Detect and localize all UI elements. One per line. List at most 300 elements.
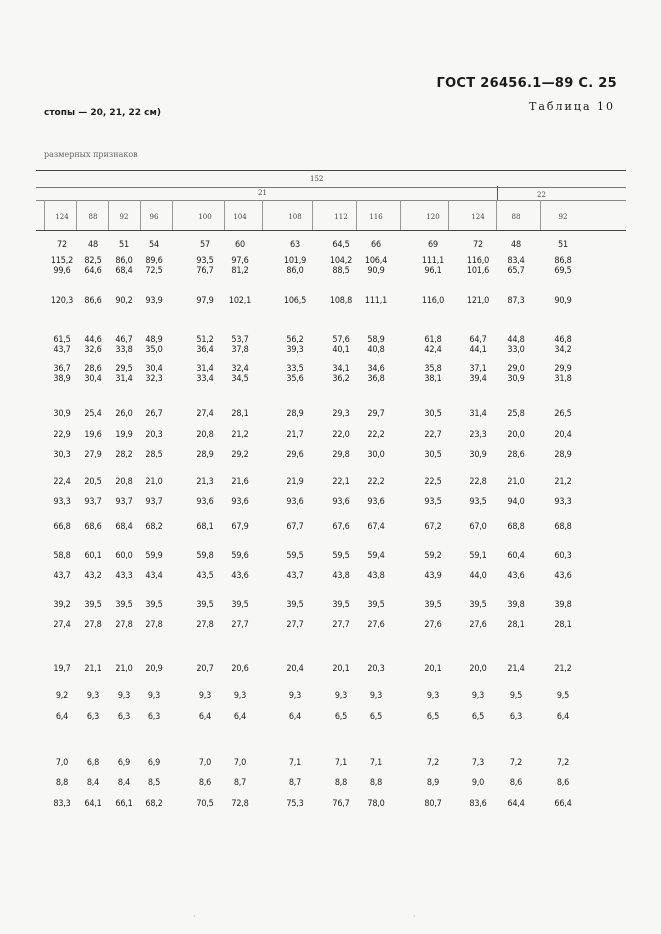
table-cell: 86,6 [84,296,102,306]
column-header: 100 [198,213,212,221]
table-cell: 29,5 [115,364,133,374]
table-cell: 61,8 [424,335,442,345]
table-cell: 28,9 [196,450,214,460]
table-cell: 22,5 [424,477,442,487]
table-cell: 48 [88,240,98,250]
table-cell: 30,5 [424,409,442,419]
table-cell: 21,2 [554,664,572,674]
table-cell: 60,1 [84,551,102,561]
table-cell: 7,0 [55,758,69,768]
table-cell: 72 [473,240,483,250]
table-cell: 46,7 [115,335,133,345]
table-cell: 59,9 [145,551,163,561]
table-cell: 64,6 [84,266,102,276]
table-cell: 28,5 [145,450,163,460]
table-cell: 20,7 [196,664,214,674]
table-cell: 43,8 [367,571,385,581]
column-header: 116 [369,213,383,221]
table-cell: 9,3 [426,691,440,701]
table-cell: 82,5 [84,256,102,266]
table-cell: 43,5 [196,571,214,581]
table-cell: 39,5 [469,600,487,610]
table-cell: 68,8 [507,522,525,532]
table-cell: 68,6 [84,522,102,532]
table-cell: 23,3 [469,430,487,440]
table-cell: 6,5 [334,712,348,722]
table-cell: 27,8 [84,620,102,630]
table-cell: 39,5 [332,600,350,610]
table-cell: 69 [428,240,438,250]
table-cell: 93,6 [332,497,350,507]
table-cell: 7,2 [556,758,570,768]
table-cell: 19,6 [84,430,102,440]
table-cell: 43,6 [554,571,572,581]
table-cell: 29,6 [286,450,304,460]
table-cell: 72 [57,240,67,250]
table-cell: 30,9 [53,409,71,419]
table-cell: 30,0 [367,450,385,460]
table-cell: 6,4 [55,712,69,722]
table-cell: 27,9 [84,450,102,460]
column-header: 112 [334,213,348,221]
table-cell: 27,7 [332,620,350,630]
table-cell: 27,6 [424,620,442,630]
table-cell: 121,0 [466,296,490,306]
table-cell: 83,3 [53,799,71,809]
table-cell: 34,1 [332,364,350,374]
table-cell: 6,5 [471,712,485,722]
table-cell: 66 [371,240,381,250]
table-cell: 8,8 [334,778,348,788]
table-cell: 88,5 [332,266,350,276]
table-cell: 90,9 [554,296,572,306]
column-header: 96 [149,213,159,221]
table-cell: 115,2 [50,256,74,266]
table-cell: 68,4 [115,522,133,532]
table-cell: 33,5 [286,364,304,374]
column-divider [540,200,541,230]
table-cell: 31,4 [196,364,214,374]
table-cell: 20,0 [507,430,525,440]
table-cell: 32,4 [231,364,249,374]
table-cell: 37,1 [469,364,487,374]
table-cell: 111,1 [364,296,388,306]
table-cell: 39,4 [469,374,487,384]
group-label-22: 22 [537,191,546,199]
table-cell: 37,8 [231,345,249,355]
table-cell: 93,5 [196,256,214,266]
table-cell: 76,7 [332,799,350,809]
table-cell: 6,9 [147,758,161,768]
table-cell: 7,1 [288,758,302,768]
table-cell: 40,8 [367,345,385,355]
table-cell: 19,7 [53,664,71,674]
table-cell: 8,5 [147,778,161,788]
table-cell: 89,6 [145,256,163,266]
rule-group [36,187,626,188]
table-cell: 6,4 [288,712,302,722]
table-cell: 8,6 [509,778,523,788]
table-cell: 58,9 [367,335,385,345]
table-cell: 81,2 [231,266,249,276]
table-cell: 21,1 [84,664,102,674]
table-cell: 9,3 [147,691,161,701]
table-cell: 26,0 [115,409,133,419]
table-cell: 44,1 [469,345,487,355]
table-cell: 21,4 [507,664,525,674]
table-cell: 64,5 [332,240,350,250]
table-cell: 42,4 [424,345,442,355]
table-cell: 116,0 [466,256,490,266]
table-cell: 116,0 [421,296,445,306]
column-header: 92 [558,213,568,221]
table-cell: 8,8 [369,778,383,788]
table-cell: 106,4 [364,256,388,266]
table-cell: 31,4 [115,374,133,384]
table-cell: 31,4 [469,409,487,419]
table-cell: 9,3 [117,691,131,701]
table-cell: 27,8 [145,620,163,630]
table-cell: 36,7 [53,364,71,374]
table-cell: 69,5 [554,266,572,276]
column-header: 88 [511,213,521,221]
table-cell: 57 [200,240,210,250]
table-cell: 27,6 [469,620,487,630]
table-cell: 93,6 [367,497,385,507]
table-cell: 39,3 [286,345,304,355]
table-cell: 35,0 [145,345,163,355]
table-cell: 48 [511,240,521,250]
table-cell: 20,4 [554,430,572,440]
column-header: 108 [288,213,302,221]
table-cell: 59,6 [231,551,249,561]
table-cell: 60,0 [115,551,133,561]
table-cell: 9,3 [369,691,383,701]
table-cell: 28,1 [507,620,525,630]
table-cell: 22,1 [332,477,350,487]
table-cell: 27,6 [367,620,385,630]
page-header: ГОСТ 26456.1—89 С. 25 [436,76,617,91]
table-cell: 22,7 [424,430,442,440]
table-cell: 93,6 [196,497,214,507]
table-cell: 30,4 [84,374,102,384]
table-cell: 59,1 [469,551,487,561]
table-cell: 44,6 [84,335,102,345]
table-cell: 46,8 [554,335,572,345]
table-cell: 32,6 [84,345,102,355]
table-cell: 93,3 [53,497,71,507]
table-cell: 6,8 [86,758,100,768]
table-cell: 30,9 [469,450,487,460]
column-header: 88 [88,213,98,221]
group-label-21: 21 [258,189,267,197]
table-cell: 111,1 [421,256,445,266]
table-cell: 43,8 [332,571,350,581]
table-cell: 58,8 [53,551,71,561]
table-cell: 97,9 [196,296,214,306]
table-cell: 93,7 [145,497,163,507]
table-cell: 39,2 [53,600,71,610]
table-cell: 19,9 [115,430,133,440]
table-cell: 60,3 [554,551,572,561]
table-cell: 83,4 [507,256,525,266]
table-cell: 90,9 [367,266,385,276]
table-cell: 93,7 [115,497,133,507]
table-cell: 7,1 [334,758,348,768]
table-cell: 75,3 [286,799,304,809]
table-cell: 67,0 [469,522,487,532]
table-cell: 53,7 [231,335,249,345]
table-cell: 38,9 [53,374,71,384]
table-cell: 104,2 [329,256,353,266]
table-cell: 72,8 [231,799,249,809]
table-cell: 64,7 [469,335,487,345]
table-cell: 28,9 [554,450,572,460]
table-cell: 20,3 [367,664,385,674]
table-cell: 64,4 [507,799,525,809]
table-cell: 68,1 [196,522,214,532]
table-cell: 68,2 [145,522,163,532]
table-cell: 21,3 [196,477,214,487]
column-header: 104 [233,213,247,221]
table-cell: 43,4 [145,571,163,581]
table-cell: 22,8 [469,477,487,487]
table-cell: 43,3 [115,571,133,581]
table-cell: 7,1 [369,758,383,768]
table-cell: 7,0 [198,758,212,768]
table-cell: 7,2 [509,758,523,768]
table-cell: 6,3 [147,712,161,722]
table-cell: 26,5 [554,409,572,419]
table-cell: 6,3 [86,712,100,722]
table-cell: 20,4 [286,664,304,674]
table-cell: 38,1 [424,374,442,384]
table-cell: 6,3 [117,712,131,722]
table-cell: 51 [558,240,568,250]
table-cell: 6,4 [198,712,212,722]
column-header: 120 [426,213,440,221]
table-cell: 8,6 [198,778,212,788]
table-cell: 9,5 [509,691,523,701]
table-cell: 30,4 [145,364,163,374]
table-cell: 59,8 [196,551,214,561]
table-cell: 36,8 [367,374,385,384]
table-cell: 8,6 [556,778,570,788]
table-cell: 36,4 [196,345,214,355]
table-cell: 21,6 [231,477,249,487]
rule-header-bottom [36,230,626,231]
table-cell: 76,7 [196,266,214,276]
table-cell: 78,0 [367,799,385,809]
table-cell: 39,5 [367,600,385,610]
table-cell: 33,4 [196,374,214,384]
table-cell: 22,4 [53,477,71,487]
table-cell: 39,5 [424,600,442,610]
table-cell: 43,7 [53,571,71,581]
table-cell: 43,2 [84,571,102,581]
table-cell: 39,8 [507,600,525,610]
table-cell: 6,4 [556,712,570,722]
table-cell: 28,1 [231,409,249,419]
table-cell: 21,0 [115,664,133,674]
table-cell: 93,5 [469,497,487,507]
table-cell: 59,4 [367,551,385,561]
table-cell: 9,3 [233,691,247,701]
table-cell: 93,6 [286,497,304,507]
table-cell: 68,8 [554,522,572,532]
table-cell: 51,2 [196,335,214,345]
table-cell: 28,6 [507,450,525,460]
table-cell: 93,3 [554,497,572,507]
table-cell: 9,3 [288,691,302,701]
table-cell: 39,5 [84,600,102,610]
table-cell: 63 [290,240,300,250]
table-cell: 6,4 [233,712,247,722]
table-cell: 29,9 [554,364,572,374]
table-cell: 29,3 [332,409,350,419]
table-cell: 22,9 [53,430,71,440]
table-cell: 20,3 [145,430,163,440]
table-cell: 65,7 [507,266,525,276]
table-cell: 86,0 [115,256,133,266]
table-cell: 21,0 [145,477,163,487]
table-cell: 20,5 [84,477,102,487]
table-cell: 101,9 [283,256,307,266]
table-cell: 8,7 [233,778,247,788]
footer-speck: · [193,912,196,921]
table-cell: 70,5 [196,799,214,809]
table-cell: 21,2 [554,477,572,487]
table-cell: 51 [119,240,129,250]
table-cell: 99,6 [53,266,71,276]
table-cell: 44,8 [507,335,525,345]
table-cell: 20,1 [332,664,350,674]
table-cell: 9,3 [334,691,348,701]
table-cell: 7,0 [233,758,247,768]
table-cell: 43,6 [231,571,249,581]
table-cell: 35,8 [424,364,442,374]
table-cell: 28,9 [286,409,304,419]
table-cell: 60,4 [507,551,525,561]
table-cell: 68,4 [115,266,133,276]
table-cell: 83,6 [469,799,487,809]
table-cell: 66,8 [53,522,71,532]
table-cell: 34,2 [554,345,572,355]
column-header: 124 [471,213,485,221]
table-cell: 29,0 [507,364,525,374]
table-cell: 80,7 [424,799,442,809]
table-cell: 21,2 [231,430,249,440]
group-divider [497,186,498,200]
rule-top [36,170,626,171]
column-divider [496,200,497,230]
table-cell: 20,8 [196,430,214,440]
table-cell: 34,6 [367,364,385,374]
table-cell: 20,0 [469,664,487,674]
table-cell: 27,7 [286,620,304,630]
table-cell: 93,5 [424,497,442,507]
table-cell: 20,9 [145,664,163,674]
table-cell: 21,9 [286,477,304,487]
table-cell: 20,6 [231,664,249,674]
table-cell: 30,3 [53,450,71,460]
table-cell: 59,2 [424,551,442,561]
table-cell: 27,4 [53,620,71,630]
table-cell: 54 [149,240,159,250]
table-label: Таблица 10 [529,100,615,113]
table-cell: 87,3 [507,296,525,306]
table-cell: 7,3 [471,758,485,768]
column-divider [262,200,263,230]
table-cell: 67,6 [332,522,350,532]
table-cell: 39,5 [196,600,214,610]
footer-speck: · [413,912,416,921]
table-cell: 8,9 [426,778,440,788]
table-cell: 59,5 [332,551,350,561]
table-cell: 43,6 [507,571,525,581]
table-cell: 25,8 [507,409,525,419]
table-cell: 32,3 [145,374,163,384]
table-cell: 8,8 [55,778,69,788]
table-cell: 39,5 [231,600,249,610]
table-cell: 64,1 [84,799,102,809]
table-cell: 57,6 [332,335,350,345]
table-cell: 7,2 [426,758,440,768]
table-cell: 44,0 [469,571,487,581]
table-cell: 66,4 [554,799,572,809]
table-cell: 6,5 [369,712,383,722]
table-cell: 106,5 [283,296,307,306]
table-cell: 56,2 [286,335,304,345]
table-cell: 48,9 [145,335,163,345]
table-cell: 27,8 [115,620,133,630]
table-cell: 9,3 [198,691,212,701]
table-cell: 36,2 [332,374,350,384]
table-cell: 20,8 [115,477,133,487]
table-cell: 43,9 [424,571,442,581]
rule-subgroup [36,200,626,201]
table-cell: 96,1 [424,266,442,276]
table-cell: 9,0 [471,778,485,788]
table-cell: 67,9 [231,522,249,532]
table-cell: 35,6 [286,374,304,384]
table-cell: 34,5 [231,374,249,384]
group-label-152: 152 [310,175,324,183]
table-cell: 40,1 [332,345,350,355]
table-cell: 90,2 [115,296,133,306]
table-cell: 66,1 [115,799,133,809]
table-cell: 72,5 [145,266,163,276]
table-cell: 6,9 [117,758,131,768]
table-cell: 28,2 [115,450,133,460]
table-cell: 6,3 [509,712,523,722]
table-cell: 6,5 [426,712,440,722]
table-cell: 39,8 [554,600,572,610]
table-cell: 9,3 [86,691,100,701]
table-cell: 39,5 [286,600,304,610]
table-subtitle: стопы — 20, 21, 22 см) [44,108,161,118]
table-cell: 27,4 [196,409,214,419]
table-cell: 21,7 [286,430,304,440]
table-cell: 28,1 [554,620,572,630]
table-cell: 9,5 [556,691,570,701]
table-cell: 94,0 [507,497,525,507]
table-cell: 28,6 [84,364,102,374]
table-cell: 33,0 [507,345,525,355]
table-cell: 31,8 [554,374,572,384]
table-cell: 67,7 [286,522,304,532]
column-header: 92 [119,213,129,221]
